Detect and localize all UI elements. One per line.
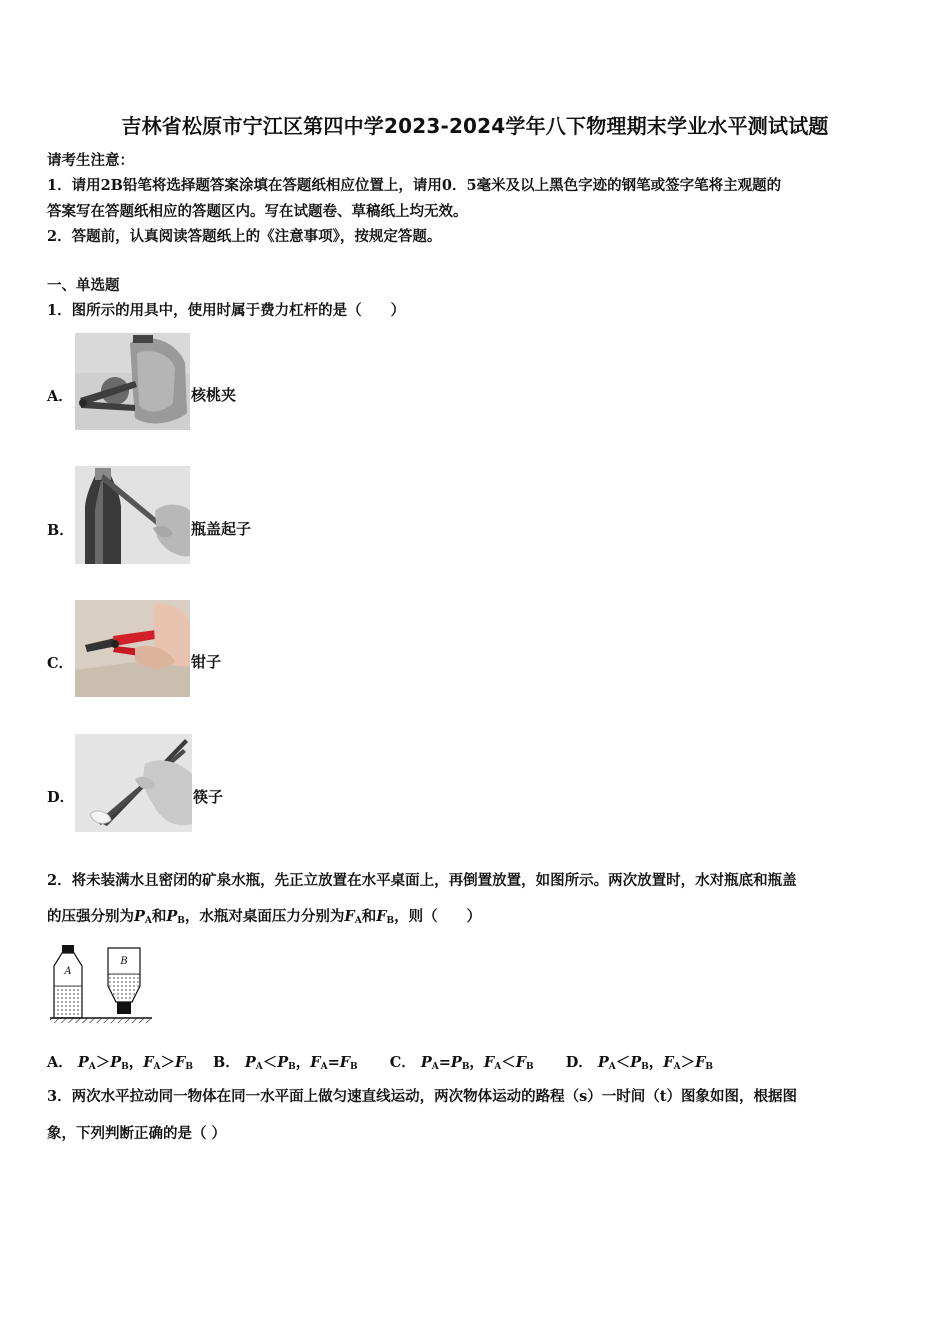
comma: ， — [648, 1054, 664, 1071]
symbol-p: P — [110, 1054, 122, 1071]
q1-option-a-letter: A． — [47, 388, 73, 405]
symbol-p: P — [420, 1054, 432, 1071]
symbol-p: P — [450, 1054, 462, 1071]
symbol-f: F — [143, 1054, 154, 1071]
subscript-b: B — [177, 916, 185, 926]
subscript-b: B — [121, 1062, 129, 1072]
q2-text-force-intro: ，水瓶对桌面压力分别为 — [184, 908, 345, 925]
q1-option-b-letter: B． — [47, 522, 74, 539]
q2-option-c-letter: C． — [389, 1054, 416, 1071]
subscript-b: B — [386, 916, 395, 926]
bottles-diagram — [48, 944, 154, 1024]
subscript-b: B — [461, 1062, 470, 1072]
q2-text-and: 和 — [361, 908, 377, 925]
notice-line-2: 答案写在答题纸相应的答题区内。写在试题卷、草稿纸上均无效。 — [47, 203, 468, 220]
bottle-opener-image — [75, 466, 190, 564]
q2-text-pressure-intro: 的压强分别为 — [47, 908, 134, 925]
symbol-f: F — [376, 908, 387, 925]
chopsticks-image — [75, 734, 192, 832]
eq-sign: = — [438, 1054, 451, 1071]
q3-stem-line-1: 3．两次水平拉动同一物体在同一水平面上做匀速直线运动，两次物体运动的路程（s）一时间（t）图象如图，根据图 — [47, 1088, 797, 1105]
symbol-f: F — [483, 1054, 495, 1071]
subscript-a: A — [144, 916, 152, 926]
q2-option-d-letter: D． — [565, 1054, 593, 1071]
section-heading: 一、单选题 — [47, 277, 120, 294]
q1-option-c-letter: C． — [47, 655, 74, 672]
comma: ， — [128, 1054, 144, 1071]
q2-stem-line-2 — [47, 907, 481, 931]
subscript-a: A — [494, 1062, 502, 1072]
symbol-p: P — [77, 1054, 89, 1071]
bottle-b-label: B — [120, 956, 128, 967]
subscript-b: B — [641, 1062, 649, 1072]
symbol-f: F — [515, 1054, 526, 1071]
eq-sign: = — [327, 1054, 340, 1071]
subscript-a: A — [673, 1062, 681, 1072]
symbol-f: F — [695, 1054, 706, 1071]
q3-stem-line-2: 象，下列判断正确的是（ ） — [47, 1125, 227, 1142]
q2-options-row — [47, 1053, 713, 1077]
subscript-a: A — [354, 916, 362, 926]
q1-option-b-label: 瓶盖起子 — [191, 520, 252, 538]
page-title: 吉林省松原市宁江区第四中学2023-2024学年八下物理期末学业水平测试试题 — [121, 114, 829, 138]
q2-option-a-letter: A． — [47, 1054, 73, 1071]
subscript-a: A — [431, 1062, 439, 1072]
gt-sign: ＞ — [95, 1054, 111, 1071]
symbol-f: F — [339, 1054, 351, 1071]
subscript-a: A — [88, 1062, 96, 1072]
comma: ， — [295, 1054, 311, 1071]
subscript-b: B — [288, 1062, 296, 1072]
symbol-p: P — [166, 908, 178, 925]
symbol-p: P — [597, 1054, 609, 1071]
subscript-b: B — [350, 1062, 358, 1072]
q1-option-a-label: 核桃夹 — [191, 386, 237, 404]
symbol-f: F — [663, 1054, 674, 1071]
pliers-image — [75, 600, 190, 697]
notice-line-3: 2．答题前，认真阅读答题纸上的《注意事项》，按规定答题。 — [47, 228, 442, 245]
gt-sign: ＞ — [160, 1054, 176, 1071]
bottle-a-label: A — [64, 966, 72, 977]
q1-option-d-label: 筷子 — [193, 788, 224, 806]
subscript-a: A — [255, 1062, 263, 1072]
symbol-f: F — [344, 908, 355, 925]
lt-sign: ＜ — [501, 1054, 516, 1071]
q2-text-and: 和 — [151, 908, 167, 925]
subscript-b: B — [185, 1062, 193, 1072]
symbol-p: P — [277, 1054, 289, 1071]
subscript-a: A — [320, 1062, 328, 1072]
subscript-a: A — [153, 1062, 161, 1072]
subscript-a: A — [608, 1062, 616, 1072]
symbol-p: P — [244, 1054, 256, 1071]
symbol-f: F — [175, 1054, 186, 1071]
symbol-p: P — [630, 1054, 642, 1071]
nutcracker-image — [75, 333, 190, 430]
q2-text-then: ，则（ ） — [394, 908, 482, 925]
subscript-b: B — [526, 1062, 534, 1072]
gt-sign: ＞ — [680, 1054, 696, 1071]
q1-option-d-letter: D． — [47, 789, 75, 806]
lt-sign: ＜ — [262, 1054, 278, 1071]
lt-sign: ＜ — [615, 1054, 631, 1071]
notice-heading: 请考生注意： — [47, 152, 134, 169]
comma: ， — [469, 1054, 484, 1071]
q2-option-b-letter: B． — [213, 1054, 240, 1071]
q1-option-c-label: 钳子 — [191, 653, 222, 671]
symbol-f: F — [310, 1054, 321, 1071]
symbol-p: P — [134, 908, 145, 925]
q2-stem-line-1: 2．将未装满水且密闭的矿泉水瓶，先正立放置在水平桌面上，再倒置放置，如图所示。两次放置时，水对瓶底和瓶盖 — [47, 872, 797, 889]
notice-line-1: 1．请用2B铅笔将选择题答案涂填在答题纸相应位置上，请用0．5毫米及以上黑色字迹的钢笔或签字笔将主观题的 — [47, 177, 782, 194]
subscript-b: B — [705, 1062, 713, 1072]
q1-stem: 1．图所示的用具中，使用时属于费力杠杆的是（ ） — [47, 302, 406, 319]
